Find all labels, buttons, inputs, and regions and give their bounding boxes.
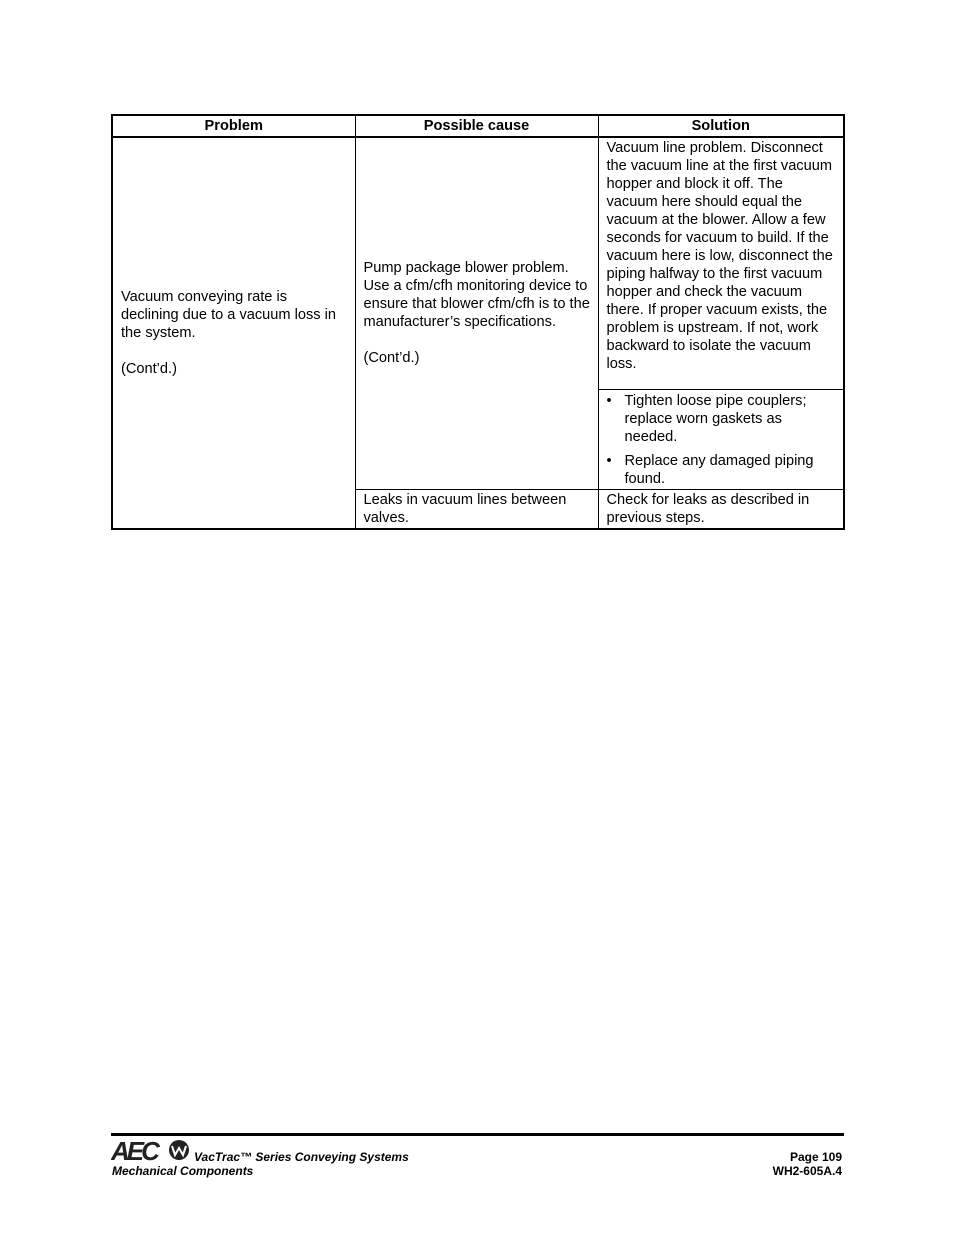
header-problem: Problem [112, 115, 355, 137]
cause-cell-2: Leaks in vacuum lines between valves. [355, 489, 598, 529]
footer-left [112, 1150, 409, 1178]
list-item: • Replace any damaged piping found. [606, 452, 814, 487]
footer-right [773, 1150, 842, 1178]
page-number: Page 109 [789, 1150, 842, 1164]
list-item: • Tighten loose pipe couplers; replace worn gaskets as needed. [606, 392, 807, 445]
cause-cell-1 [355, 137, 598, 489]
cause-1-contd: (Cont’d.) [363, 350, 420, 367]
header-solution: Solution [598, 115, 844, 137]
bullet-text: Tighten loose pipe couplers; replace worn gaskets as needed. [624, 392, 807, 445]
problem-cell [112, 137, 355, 529]
table-row [112, 137, 844, 389]
cause-1-text: Pump package blower problem. Use a cfm/cfh monitoring device to ensure that blower cfm/cfh is to the manufacturer’s specifications. [363, 260, 590, 331]
solution-cell-2 [598, 389, 844, 489]
table-header-row [112, 115, 844, 137]
bullet-text: Replace any damaged piping found. [624, 452, 814, 487]
logo-text: AEC [111, 1138, 157, 1164]
solution-cell-3: Check for leaks as described in previous steps. [598, 489, 844, 529]
solution-bullet-list [607, 392, 837, 488]
header-possible-cause: Possible cause [355, 115, 598, 137]
footer-divider [111, 1133, 844, 1136]
solution-cell-1: Vacuum line problem. Disconnect the vacuum line at the first vacuum hopper and block it off. The vacuum here should equal the vacuum at the blower. Allow a few seconds for vacuum to build. If the vacuum here is low, disconnect the piping halfway to the first vacuum hopper and check the vacuum there. If proper vacuum exists, the problem is upstream. If not, work backward to isolate the vacuum loss. [598, 137, 844, 389]
troubleshooting-table [111, 114, 845, 530]
document-id: WH2-605A.4 [772, 1164, 842, 1178]
problem-contd: (Cont’d.) [121, 360, 177, 377]
footer-section: Mechanical Components [112, 1164, 254, 1178]
problem-text: Vacuum conveying rate is declining due to a vacuum loss in the system. [121, 288, 336, 341]
footer-series: VacTrac™ Series Conveying Systems [194, 1150, 409, 1164]
